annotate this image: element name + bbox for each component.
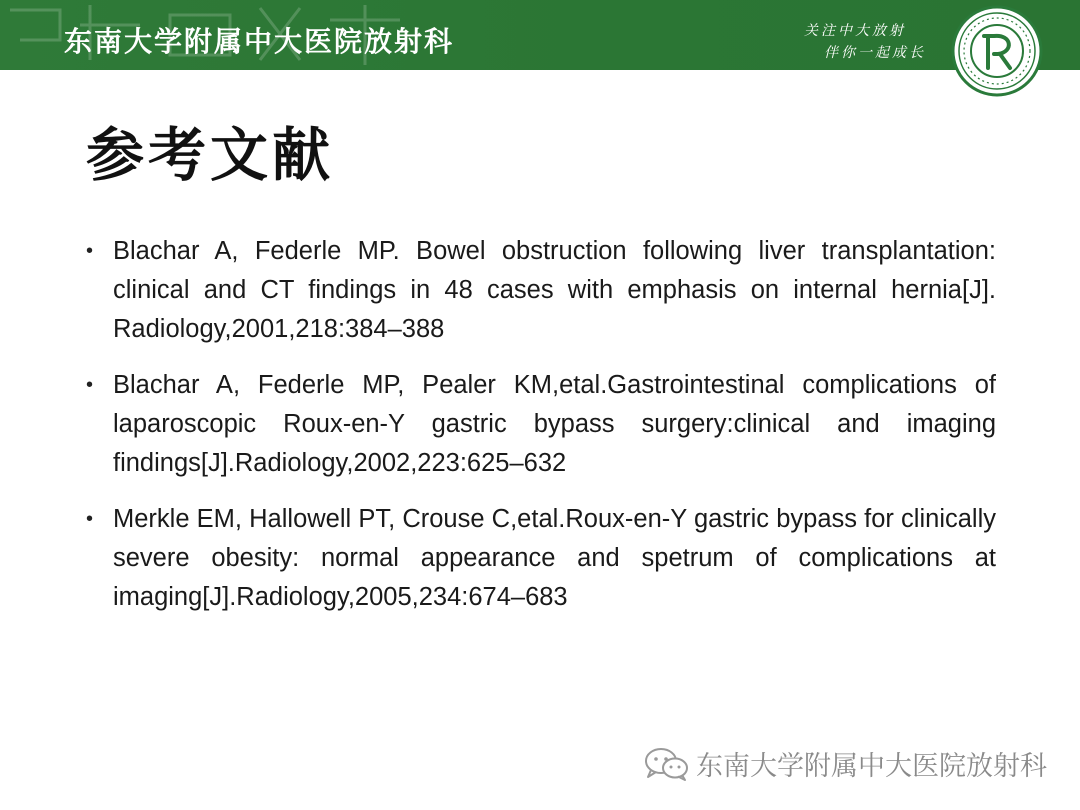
- reference-text: Blachar A, Federle MP. Bowel obstruction following liver transplantation: clinical and CT findings in 48 cases with emphasis on internal hernia[J]. Radiology,2001,218:384–388: [113, 237, 996, 343]
- reference-item: [86, 500, 996, 617]
- bullet-marker: •: [86, 508, 94, 530]
- wechat-watermark: [642, 744, 1047, 783]
- slogan-line-2: 伴你一起成长: [824, 45, 926, 61]
- reference-text: Blachar A, Federle MP, Pealer KM,etal.Gastrointestinal complications of laparoscopic Roux-en-Y gastric bypass surgery:clinical and imaging findings[J].Radiology,2002,223:625–632: [113, 371, 996, 477]
- watermark-text: 东南大学附属中大医院放射科: [696, 751, 1047, 782]
- reference-item: [86, 232, 996, 349]
- header-bar: [0, 0, 1080, 70]
- reference-text: Merkle EM, Hallowell PT, Crouse C,etal.Roux-en-Y gastric bypass for clinically severe obesity: normal appearance and spetrum of complications at imaging[J].Radiology,2005,234:674–683: [113, 505, 996, 611]
- page-title: 参考文献: [86, 121, 335, 189]
- bullet-marker: •: [86, 374, 94, 396]
- wechat-icon: [642, 746, 692, 782]
- reference-item: [86, 366, 996, 483]
- reference-list: [86, 232, 996, 634]
- hospital-radiology-logo: [950, 4, 1044, 98]
- header-title: 东南大学附属中大医院放射科: [64, 25, 455, 58]
- bullet-marker: •: [86, 240, 94, 262]
- slogan-line-1: 关注中大放射: [804, 23, 906, 39]
